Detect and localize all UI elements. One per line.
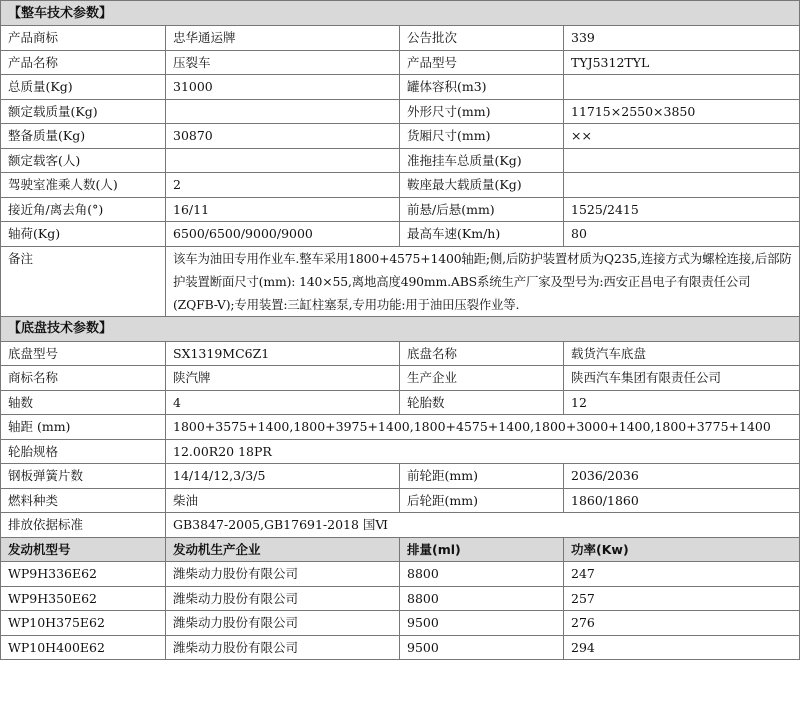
value-cell: TYJ5312TYL <box>564 50 800 75</box>
label-cell: 底盘型号 <box>1 341 166 366</box>
label-cell: 商标名称 <box>1 366 166 391</box>
value-cell: 2 <box>166 173 400 198</box>
engine-row <box>1 586 800 611</box>
label-cell: 轴数 <box>1 390 166 415</box>
value-cell <box>166 99 400 124</box>
vehicle-row <box>1 75 800 100</box>
label-cell: 整备质量(Kg) <box>1 124 166 149</box>
label-cell: 驾驶室准乘人数(人) <box>1 173 166 198</box>
value-cell: 16/11 <box>166 197 400 222</box>
value-cell <box>166 148 400 173</box>
engine-power: 247 <box>564 562 800 587</box>
vehicle-section-header <box>1 1 800 26</box>
wheelbase-label: 轴距 (mm) <box>1 415 166 440</box>
label-cell: 准拖挂车总质量(Kg) <box>400 148 564 173</box>
vehicle-row <box>1 99 800 124</box>
label-cell: 总质量(Kg) <box>1 75 166 100</box>
remark-row <box>1 246 800 316</box>
label-cell: 燃料种类 <box>1 488 166 513</box>
engine-header-displacement: 排量(ml) <box>400 537 564 562</box>
chassis-row <box>1 390 800 415</box>
label-cell: 生产企业 <box>400 366 564 391</box>
label-cell: 最高车速(Km/h) <box>400 222 564 247</box>
vehicle-section-title: 【整车技术参数】 <box>1 1 800 26</box>
engine-maker: 潍柴动力股份有限公司 <box>166 611 400 636</box>
value-cell <box>564 148 800 173</box>
label-cell: 罐体容积(m3) <box>400 75 564 100</box>
label-cell: 轮胎数 <box>400 390 564 415</box>
vehicle-row <box>1 124 800 149</box>
vehicle-row <box>1 26 800 51</box>
label-cell: 产品商标 <box>1 26 166 51</box>
label-cell: 前轮距(mm) <box>400 464 564 489</box>
engine-model: WP9H350E62 <box>1 586 166 611</box>
tire-value: 12.00R20 18PR <box>166 439 800 464</box>
vehicle-row <box>1 173 800 198</box>
engine-displacement: 9500 <box>400 635 564 660</box>
engine-model: WP10H400E62 <box>1 635 166 660</box>
engine-power: 294 <box>564 635 800 660</box>
tire-row <box>1 439 800 464</box>
value-cell: ×× <box>564 124 800 149</box>
emission-label: 排放依据标准 <box>1 513 166 538</box>
chassis-section-header <box>1 316 800 341</box>
value-cell: 12 <box>564 390 800 415</box>
value-cell: 1860/1860 <box>564 488 800 513</box>
label-cell: 轴荷(Kg) <box>1 222 166 247</box>
engine-header-maker: 发动机生产企业 <box>166 537 400 562</box>
value-cell: 11715×2550×3850 <box>564 99 800 124</box>
engine-power: 276 <box>564 611 800 636</box>
emission-value: GB3847-2005,GB17691-2018 国Ⅵ <box>166 513 800 538</box>
engine-maker: 潍柴动力股份有限公司 <box>166 635 400 660</box>
label-cell: 额定载客(人) <box>1 148 166 173</box>
engine-row <box>1 635 800 660</box>
value-cell: 31000 <box>166 75 400 100</box>
label-cell: 产品型号 <box>400 50 564 75</box>
label-cell: 产品名称 <box>1 50 166 75</box>
value-cell: 4 <box>166 390 400 415</box>
value-cell <box>564 173 800 198</box>
value-cell: 1525/2415 <box>564 197 800 222</box>
wheelbase-value: 1800+3575+1400,1800+3975+1400,1800+4575+1400,1800+3000+1400,1800+3775+1400 <box>166 415 800 440</box>
value-cell: 80 <box>564 222 800 247</box>
value-cell <box>564 75 800 100</box>
value-cell: 柴油 <box>166 488 400 513</box>
label-cell: 额定载质量(Kg) <box>1 99 166 124</box>
label-cell: 公告批次 <box>400 26 564 51</box>
vehicle-row <box>1 222 800 247</box>
engine-header-row <box>1 537 800 562</box>
value-cell: 14/14/12,3/3/5 <box>166 464 400 489</box>
chassis-section-title: 【底盘技术参数】 <box>1 316 800 341</box>
engine-row <box>1 562 800 587</box>
remark-text: 该车为油田专用作业车.整车采用1800+4575+1400轴距;侧,后防护装置材质为Q235,连接方式为螺栓连接,后部防护装置断面尺寸(mm): 140×55,离地高度490mm.ABS系统生产厂家及型号为:西安正昌电子有限责任公司(ZQFB-V);专用装置:三缸柱塞泵,专用功能:用于油田压裂作业等. <box>166 246 800 316</box>
engine-power: 257 <box>564 586 800 611</box>
value-cell: 压裂车 <box>166 50 400 75</box>
engine-displacement: 8800 <box>400 562 564 587</box>
engine-header-model: 发动机型号 <box>1 537 166 562</box>
remark-label: 备注 <box>1 246 166 316</box>
label-cell: 外形尺寸(mm) <box>400 99 564 124</box>
engine-header-power: 功率(Kw) <box>564 537 800 562</box>
chassis-row <box>1 488 800 513</box>
label-cell: 前悬/后悬(mm) <box>400 197 564 222</box>
tire-label: 轮胎规格 <box>1 439 166 464</box>
engine-row <box>1 611 800 636</box>
label-cell: 底盘名称 <box>400 341 564 366</box>
value-cell: 2036/2036 <box>564 464 800 489</box>
spec-table-body <box>1 1 800 660</box>
emission-row <box>1 513 800 538</box>
value-cell: 339 <box>564 26 800 51</box>
vehicle-row <box>1 148 800 173</box>
label-cell: 货厢尺寸(mm) <box>400 124 564 149</box>
engine-model: WP10H375E62 <box>1 611 166 636</box>
label-cell: 钢板弹簧片数 <box>1 464 166 489</box>
chassis-row <box>1 366 800 391</box>
chassis-row <box>1 341 800 366</box>
value-cell: 6500/6500/9000/9000 <box>166 222 400 247</box>
value-cell: 陕西汽车集团有限责任公司 <box>564 366 800 391</box>
wheelbase-row <box>1 415 800 440</box>
value-cell: SX1319MC6Z1 <box>166 341 400 366</box>
value-cell: 30870 <box>166 124 400 149</box>
engine-model: WP9H336E62 <box>1 562 166 587</box>
engine-maker: 潍柴动力股份有限公司 <box>166 562 400 587</box>
label-cell: 鞍座最大载质量(Kg) <box>400 173 564 198</box>
value-cell: 载货汽车底盘 <box>564 341 800 366</box>
vehicle-row <box>1 197 800 222</box>
label-cell: 后轮距(mm) <box>400 488 564 513</box>
engine-displacement: 8800 <box>400 586 564 611</box>
chassis-row <box>1 464 800 489</box>
engine-displacement: 9500 <box>400 611 564 636</box>
value-cell: 陕汽牌 <box>166 366 400 391</box>
vehicle-row <box>1 50 800 75</box>
engine-maker: 潍柴动力股份有限公司 <box>166 586 400 611</box>
label-cell: 接近角/离去角(°) <box>1 197 166 222</box>
value-cell: 忠华通运牌 <box>166 26 400 51</box>
